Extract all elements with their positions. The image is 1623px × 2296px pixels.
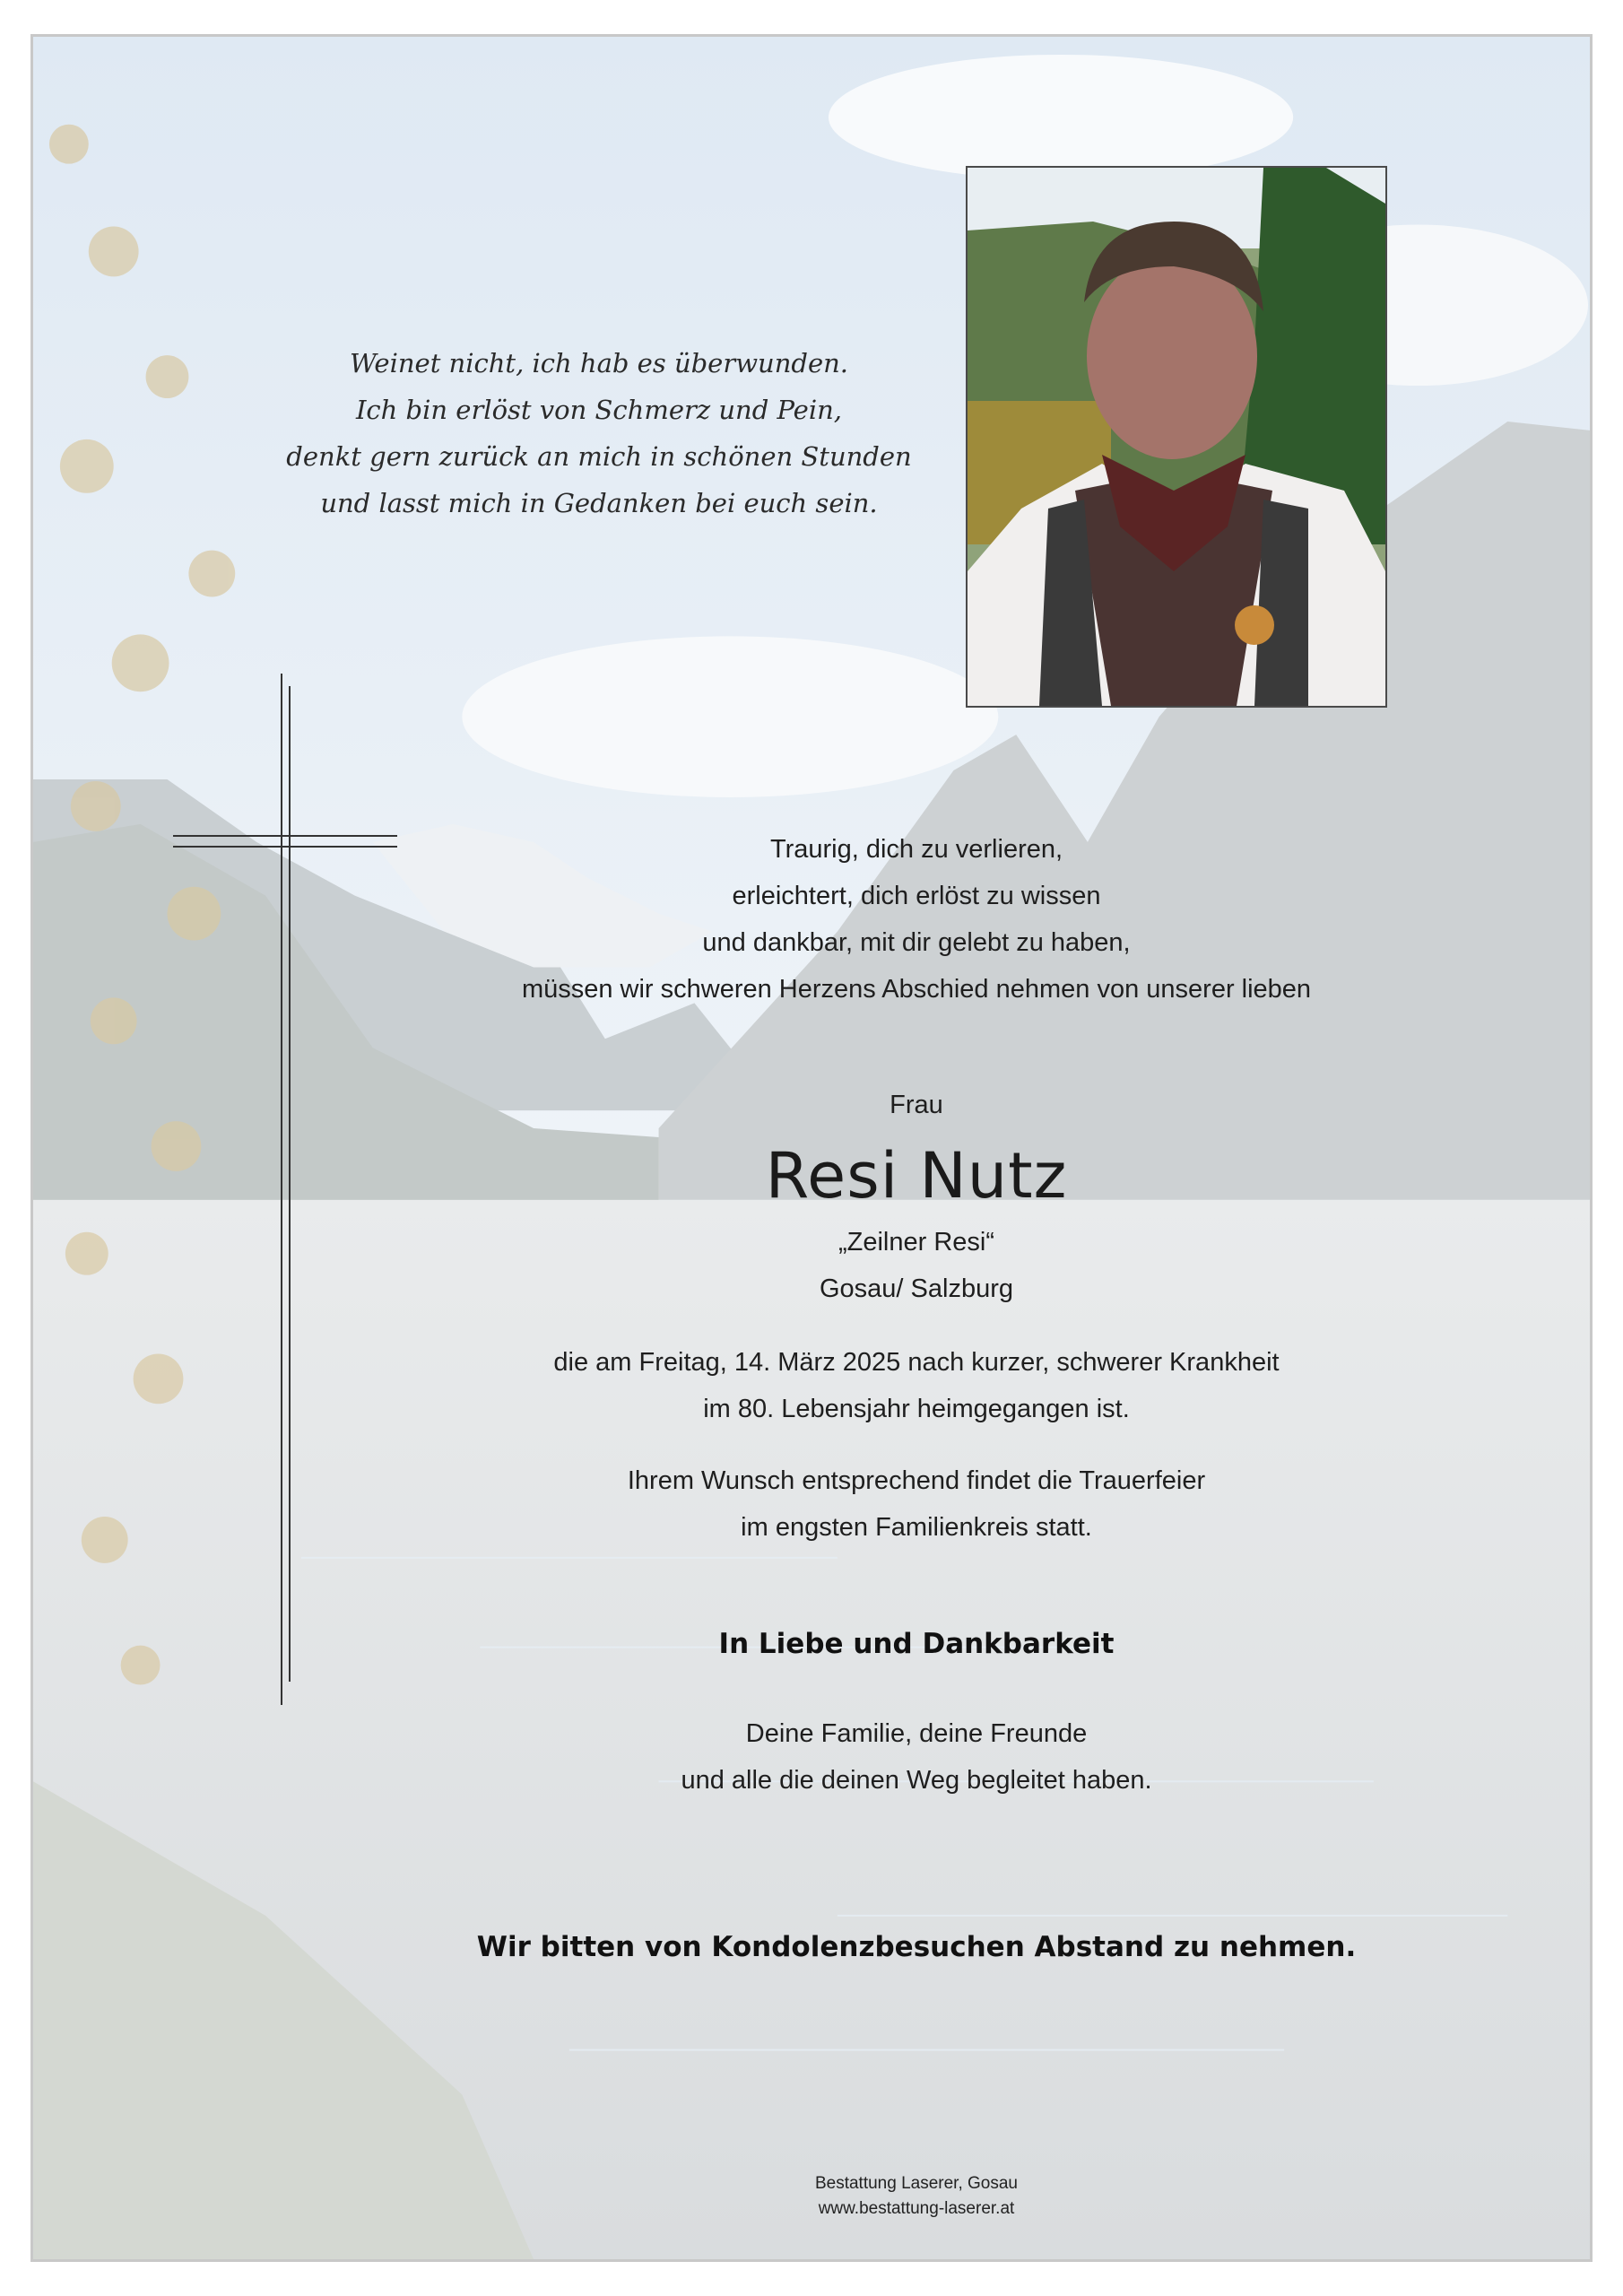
deceased-name: Resi Nutz xyxy=(765,1139,1068,1213)
poem-line: denkt gern zurück an mich in schönen Stunden xyxy=(286,441,912,472)
intro-line: und dankbar, mit dir gelebt zu haben, xyxy=(702,928,1131,957)
mourners-line: Deine Familie, deine Freunde xyxy=(745,1719,1088,1748)
intro-line: erleichtert, dich erlöst zu wissen xyxy=(732,882,1101,910)
portrait-image xyxy=(968,168,1385,706)
ceremony-notice xyxy=(33,1457,1593,1551)
portrait-photo xyxy=(966,166,1387,708)
place-of-residence: Gosau/ Salzburg xyxy=(819,1274,1013,1303)
death-notice xyxy=(33,1339,1593,1432)
nickname: „Zeilner Resi“ xyxy=(838,1228,995,1257)
poem-line: Weinet nicht, ich hab es überwunden. xyxy=(349,348,849,378)
intro-line: müssen wir schweren Herzens Abschied nehmen von unserer lieben xyxy=(521,975,1312,1004)
funeral-home-name: Bestattung Laserer, Gosau xyxy=(814,2174,1019,2193)
death-notice-line: im 80. Lebensjahr heimgegangen ist. xyxy=(703,1395,1130,1423)
ceremony-line: Ihrem Wunsch entsprechend findet die Trauerfeier xyxy=(627,1466,1206,1495)
funeral-home-footer xyxy=(33,2171,1593,2222)
mourners-line: und alle die deinen Weg begleitet haben. xyxy=(681,1766,1152,1795)
mourners xyxy=(33,1710,1593,1804)
condolence-request: Wir bitten von Kondolenzbesuchen Abstand zu nehmen. xyxy=(476,1931,1357,1963)
obituary-card xyxy=(30,34,1593,2262)
salutation: Frau xyxy=(890,1091,943,1119)
funeral-home-website: www.bestattung-laserer.at xyxy=(818,2199,1015,2218)
poem-line: Ich bin erlöst von Schmerz und Pein, xyxy=(355,395,843,425)
intro-line: Traurig, dich zu verlieren, xyxy=(769,835,1063,864)
closing-heading: In Liebe und Dankbarkeit xyxy=(718,1628,1115,1660)
intro-text xyxy=(33,826,1593,1013)
ceremony-line: im engsten Familienkreis statt. xyxy=(741,1513,1092,1542)
poem-line: und lasst mich in Gedanken bei euch sein. xyxy=(320,488,878,518)
death-notice-line: die am Freitag, 14. März 2025 nach kurzer, schwerer Krankheit xyxy=(553,1348,1280,1377)
